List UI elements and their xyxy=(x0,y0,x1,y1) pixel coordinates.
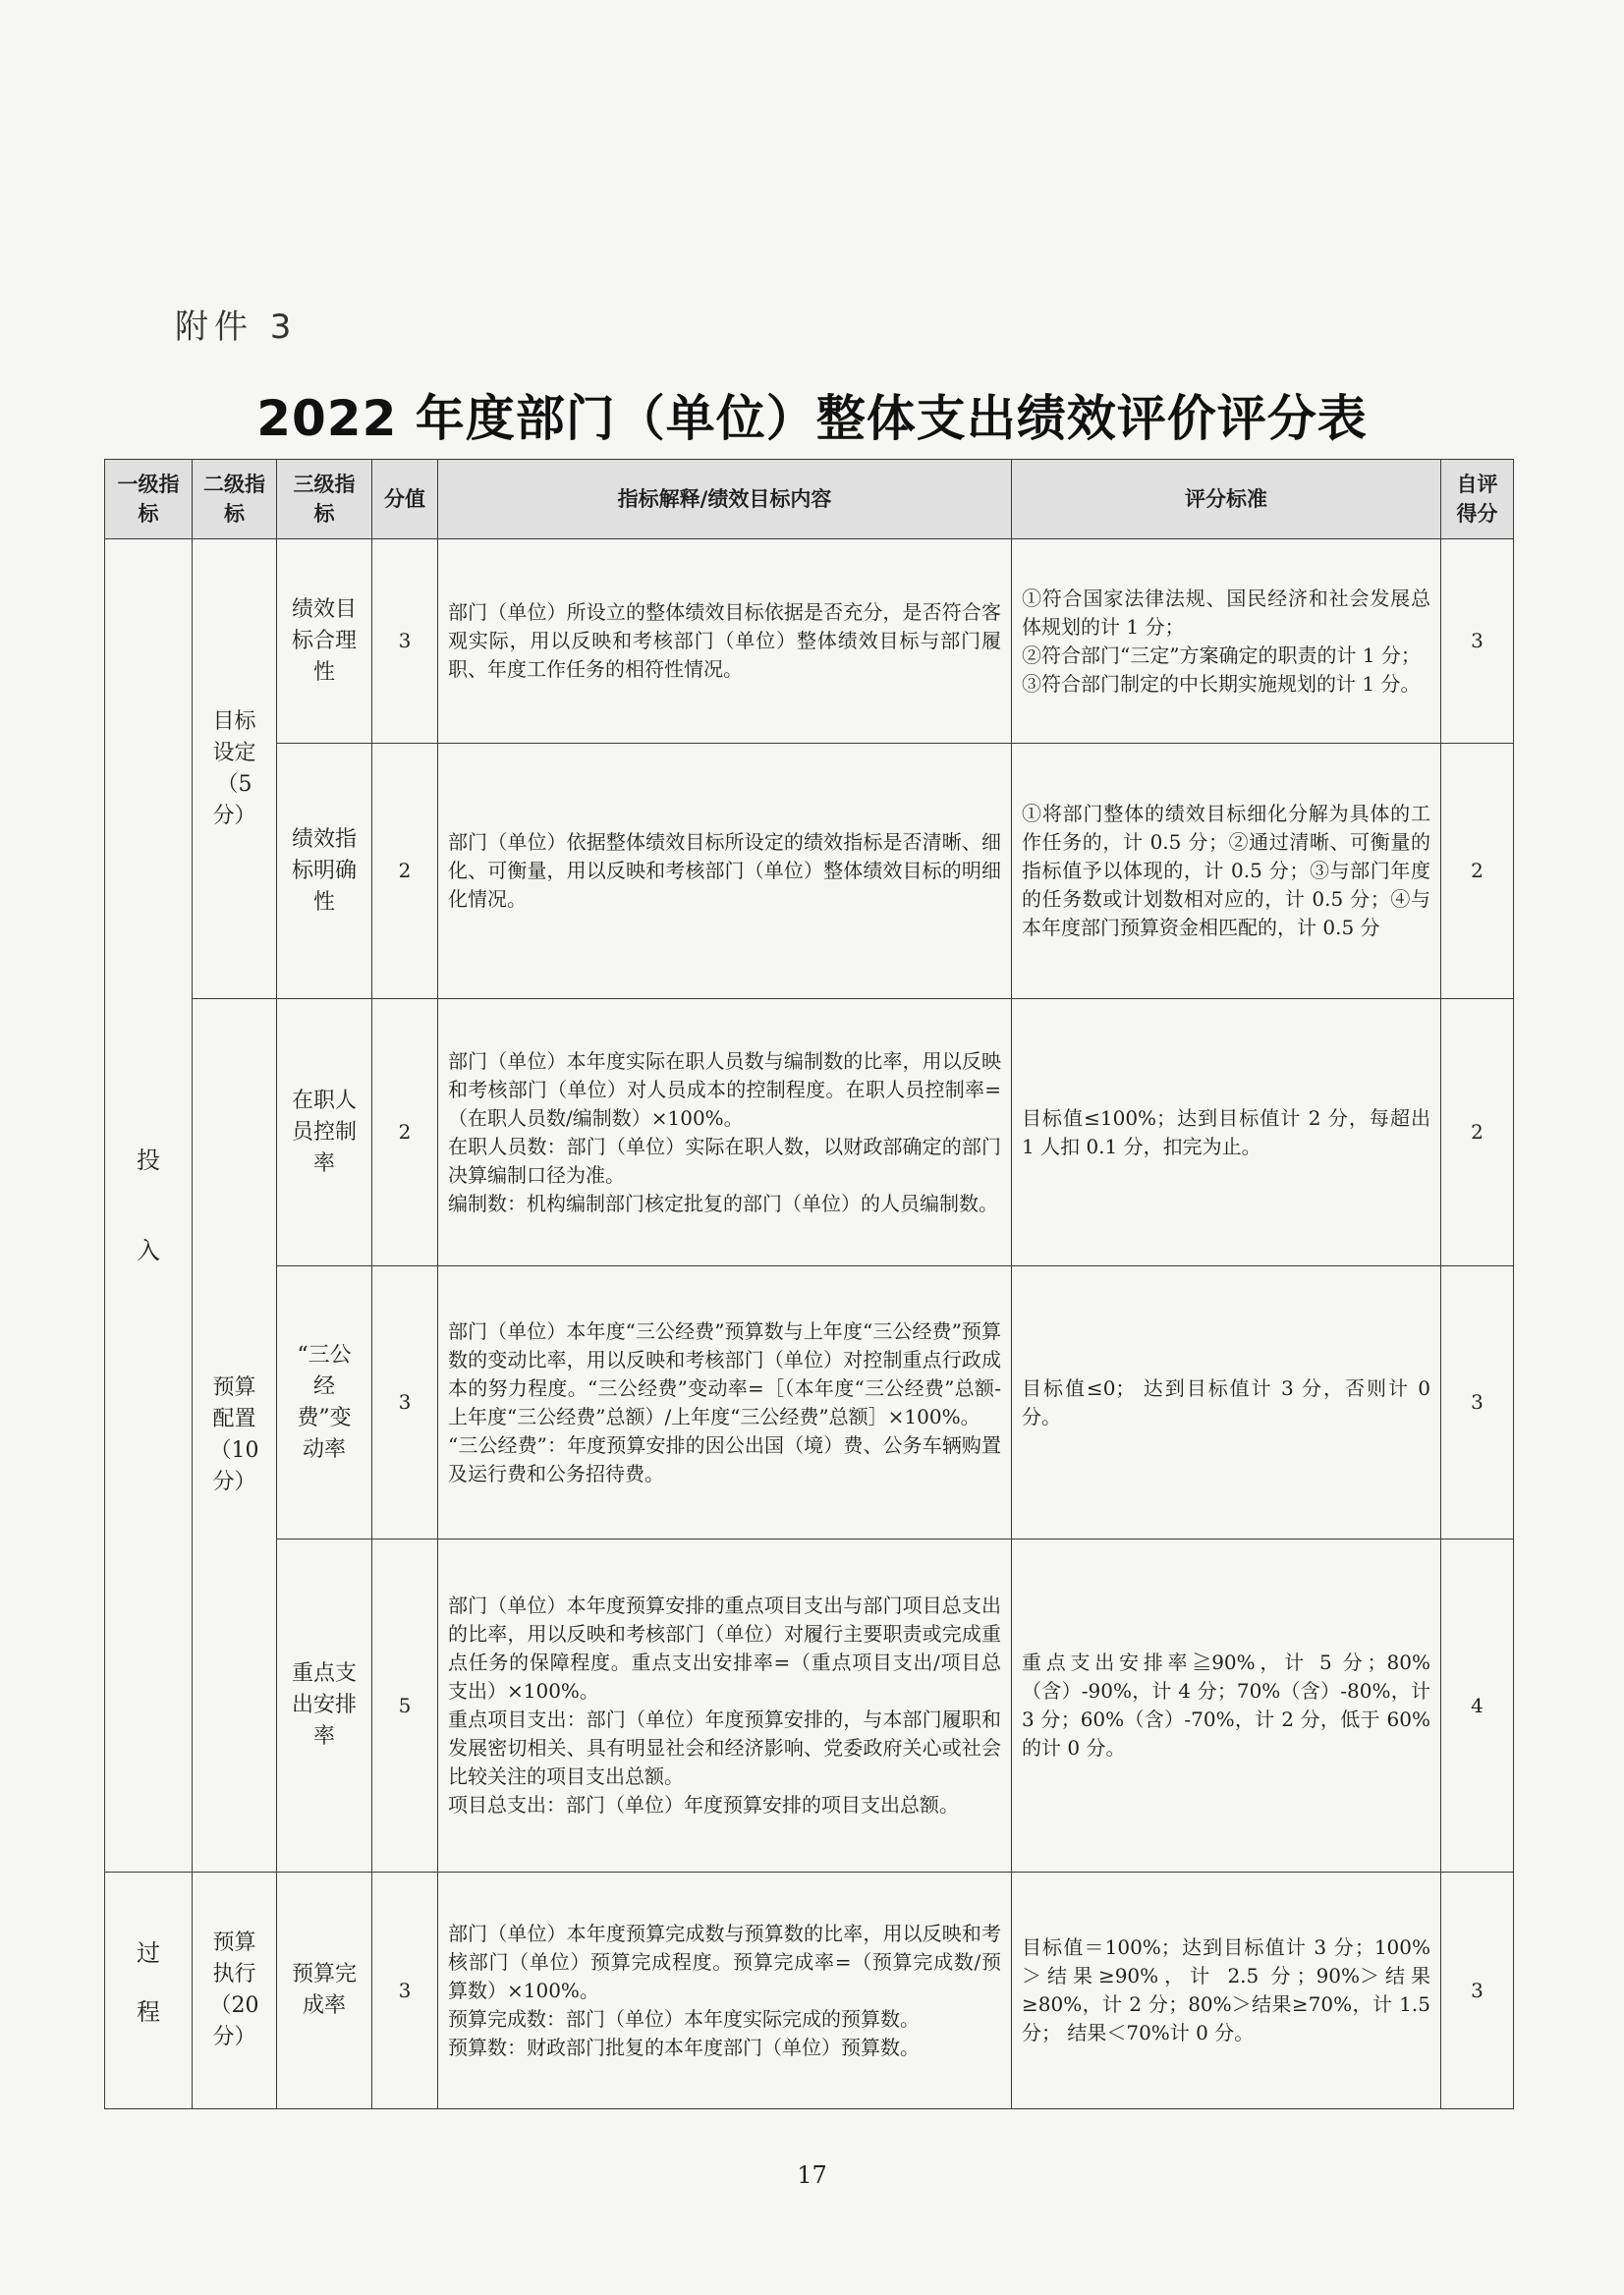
page-title: 2022 年度部门（单位）整体支出绩效评价评分表 xyxy=(256,390,1368,447)
points-cell: 3 xyxy=(372,1266,438,1539)
points-cell: 3 xyxy=(372,1873,438,2109)
criteria-cell: 目标值≤100%；达到目标值计 2 分，每超出 1 人扣 0.1 分，扣完为止。 xyxy=(1012,999,1441,1266)
level3-cell: 在职人员控制率 xyxy=(277,999,372,1266)
page-number: 17 xyxy=(797,2161,827,2189)
table-row xyxy=(105,539,1514,744)
table-row xyxy=(105,1539,1514,1873)
level1-input: 投入 xyxy=(105,539,193,1873)
explanation-cell: 部门（单位）本年度预算安排的重点项目支出与部门项目总支出的比率，用以反映和考核部门（单位）对履行主要职责或完成重点任务的保障程度。重点支出安排率=（重点项目支出/项目总支出）×100%。 重点项目支出：部门（单位）年度预算安排的，与本部门履职和发展密切相关、具有明显社会和经济影响、党委政府关心或社会比较关注的项目支出总额。 项目总支出：部门（单位）年度预算安排的项目支出总额。 xyxy=(438,1539,1012,1873)
criteria-cell: 目标值＝100%；达到目标值计 3 分；100%＞结果≥90%，计 2.5 分；90%＞结果≥80%，计 2 分；80%＞结果≥70%，计 1.5 分； 结果＜70%计 0 分。 xyxy=(1012,1873,1441,2109)
header-self-score: 自评得分 xyxy=(1441,460,1514,539)
explanation-cell: 部门（单位）所设立的整体绩效目标依据是否充分，是否符合客观实际，用以反映和考核部门（单位）整体绩效目标与部门履职、年度工作任务的相符性情况。 xyxy=(438,539,1012,744)
self-score-cell: 3 xyxy=(1441,1266,1514,1539)
level2-budget-allocation: 预算配置（10分） xyxy=(193,999,277,1873)
header-points: 分值 xyxy=(372,460,438,539)
points-cell: 5 xyxy=(372,1539,438,1873)
self-score-cell: 2 xyxy=(1441,744,1514,999)
level3-cell: 预算完成率 xyxy=(277,1873,372,2109)
criteria-cell: 目标值≤0； 达到目标值计 3 分，否则计 0 分。 xyxy=(1012,1266,1441,1539)
level1-process: 过程 xyxy=(105,1873,193,2109)
explanation-cell: 部门（单位）本年度“三公经费”预算数与上年度“三公经费”预算数的变动比率，用以反映和考核部门（单位）对控制重点行政成本的努力程度。“三公经费”变动率=［（本年度“三公经费”总额-上年度“三公经费”总额）/上年度“三公经费”总额］×100%。 “三公经费”：年度预算安排的因公出国（境）费、公务车辆购置及运行费和公务招待费。 xyxy=(438,1266,1012,1539)
points-cell: 2 xyxy=(372,999,438,1266)
level2-goal-setting: 目标设定（5分） xyxy=(193,539,277,999)
header-explanation: 指标解释/绩效目标内容 xyxy=(438,460,1012,539)
self-score-cell: 4 xyxy=(1441,1539,1514,1873)
level3-cell: “三公经费”变动率 xyxy=(277,1266,372,1539)
criteria-cell: 重点支出安排率≧90%，计 5 分；80%（含）-90%，计 4 分；70%（含）-80%，计 3 分；60%（含）-70%，计 2 分，低于 60%的计 0 分。 xyxy=(1012,1539,1441,1873)
self-score-cell: 3 xyxy=(1441,539,1514,744)
attachment-label: 附件 3 xyxy=(175,308,298,347)
self-score-cell: 3 xyxy=(1441,1873,1514,2109)
score-table xyxy=(104,459,1514,2109)
table-row xyxy=(105,1873,1514,2109)
table-row xyxy=(105,744,1514,999)
explanation-cell: 部门（单位）本年度实际在职人员数与编制数的比率，用以反映和考核部门（单位）对人员成本的控制程度。在职人员控制率=（在职人员数/编制数）×100%。 在职人员数：部门（单位）实际在职人数，以财政部确定的部门决算编制口径为准。 编制数：机构编制部门核定批复的部门（单位）的人员编制数。 xyxy=(438,999,1012,1266)
self-score-cell: 2 xyxy=(1441,999,1514,1266)
criteria-cell: ①符合国家法律法规、国民经济和社会发展总体规划的计 1 分； ②符合部门“三定”方案确定的职责的计 1 分； ③符合部门制定的中长期实施规划的计 1 分。 xyxy=(1012,539,1441,744)
header-level1: 一级指标 xyxy=(105,460,193,539)
level3-cell: 绩效目标合理性 xyxy=(277,539,372,744)
table-row xyxy=(105,999,1514,1266)
table-row xyxy=(105,1266,1514,1539)
explanation-cell: 部门（单位）本年度预算完成数与预算数的比率，用以反映和考核部门（单位）预算完成程度。预算完成率=（预算完成数/预算数）×100%。 预算完成数：部门（单位）本年度实际完成的预算数。 预算数：财政部门批复的本年度部门（单位）预算数。 xyxy=(438,1873,1012,2109)
level3-cell: 绩效指标明确性 xyxy=(277,744,372,999)
points-cell: 2 xyxy=(372,744,438,999)
header-criteria: 评分标准 xyxy=(1012,460,1441,539)
header-level3: 三级指标 xyxy=(277,460,372,539)
table-header-row xyxy=(105,460,1514,539)
level2-budget-execution: 预算执行（20分） xyxy=(193,1873,277,2109)
level3-cell: 重点支出安排率 xyxy=(277,1539,372,1873)
explanation-cell: 部门（单位）依据整体绩效目标所设定的绩效指标是否清晰、细化、可衡量，用以反映和考核部门（单位）整体绩效目标的明细化情况。 xyxy=(438,744,1012,999)
points-cell: 3 xyxy=(372,539,438,744)
header-level2: 二级指标 xyxy=(193,460,277,539)
criteria-cell: ①将部门整体的绩效目标细化分解为具体的工作任务的，计 0.5 分；②通过清晰、可衡量的指标值予以体现的，计 0.5 分；③与部门年度的任务数或计划数相对应的，计 0.5 分；④与本年度部门预算资金相匹配的，计 0.5 分 xyxy=(1012,744,1441,999)
